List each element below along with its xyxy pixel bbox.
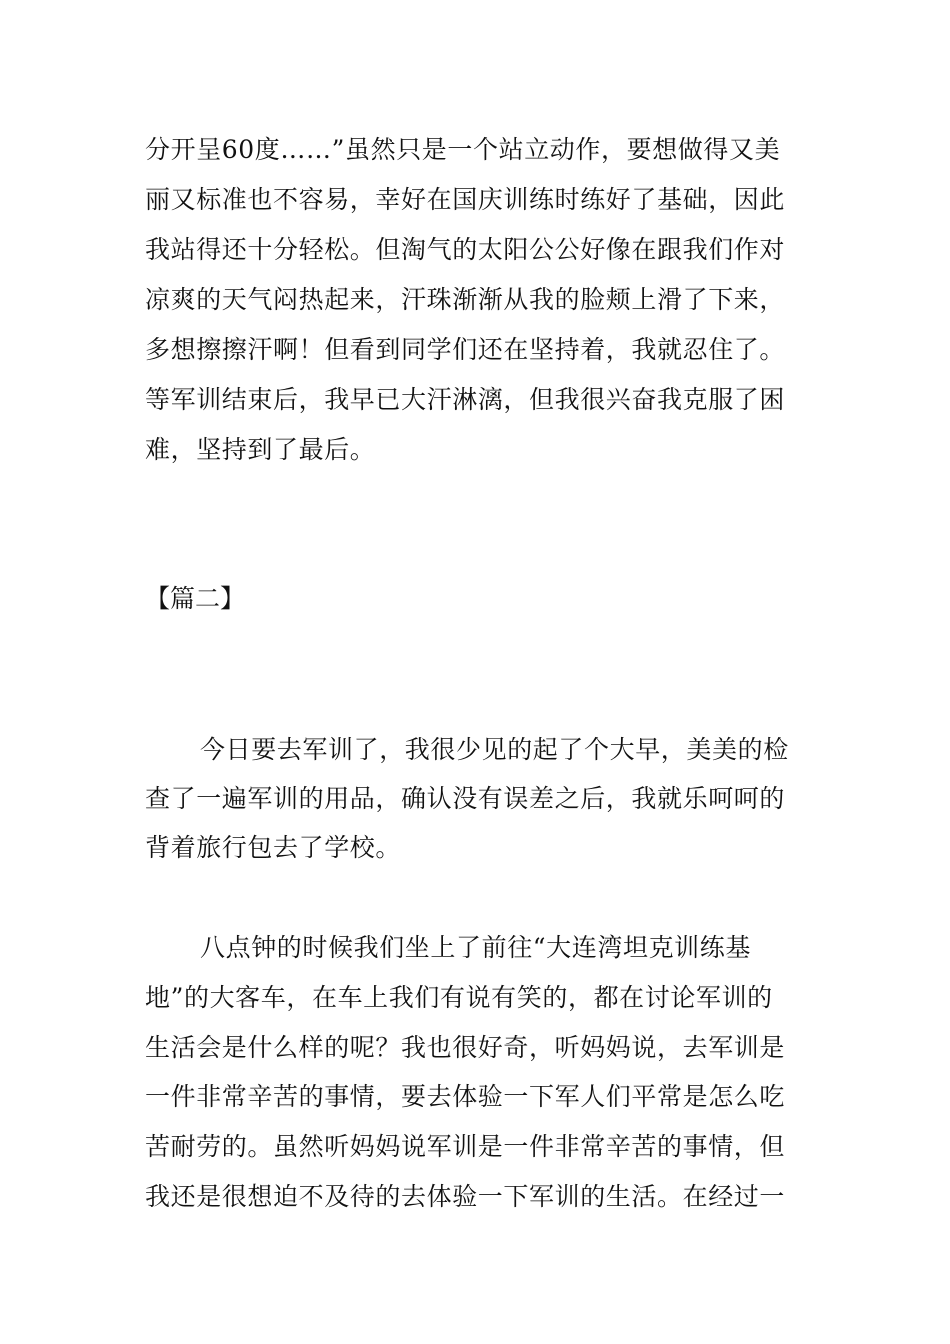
text-line: 今日要去军训了，我很少见的起了个大早，美美的检 xyxy=(200,735,789,764)
text-line: 地”的大客车，在车上我们有说有笑的，都在讨论军训的 xyxy=(145,983,773,1012)
section-heading: 【篇二】 xyxy=(145,584,246,613)
text-line: 分开呈60度……”虽然只是一个站立动作，要想做得又美 xyxy=(145,135,781,164)
text-line: 多想擦擦汗啊！但看到同学们还在坚持着，我就忍住了。 xyxy=(145,335,786,364)
text-line: 凉爽的天气闷热起来，汗珠渐渐从我的脸颊上滑了下来， xyxy=(145,285,786,314)
text-line: 等军训结束后，我早已大汗淋漓，但我很兴奋我克服了困 xyxy=(145,385,786,414)
text-line: 一件非常辛苦的事情，要去体验一下军人们平常是怎么吃 xyxy=(145,1082,786,1111)
text-line: 我还是很想迫不及待的去体验一下军训的生活。在经过一 xyxy=(145,1182,786,1211)
text-line: 丽又标准也不容易，幸好在国庆训练时练好了基础，因此 xyxy=(145,185,786,214)
text-line: 生活会是什么样的呢？我也很好奇，听妈妈说，去军训是 xyxy=(145,1033,786,1062)
text-line: 查了一遍军训的用品，确认没有误差之后，我就乐呵呵的 xyxy=(145,784,786,813)
text-line: 背着旅行包去了学校。 xyxy=(145,833,402,862)
text-line: 苦耐劳的。虽然听妈妈说军训是一件非常辛苦的事情，但 xyxy=(145,1132,786,1161)
text-line: 难，坚持到了最后。 xyxy=(145,435,376,464)
text-line: 我站得还十分轻松。但淘气的太阳公公好像在跟我们作对 xyxy=(145,235,786,264)
text-line: 八点钟的时候我们坐上了前往“大连湾坦克训练基 xyxy=(200,933,751,962)
